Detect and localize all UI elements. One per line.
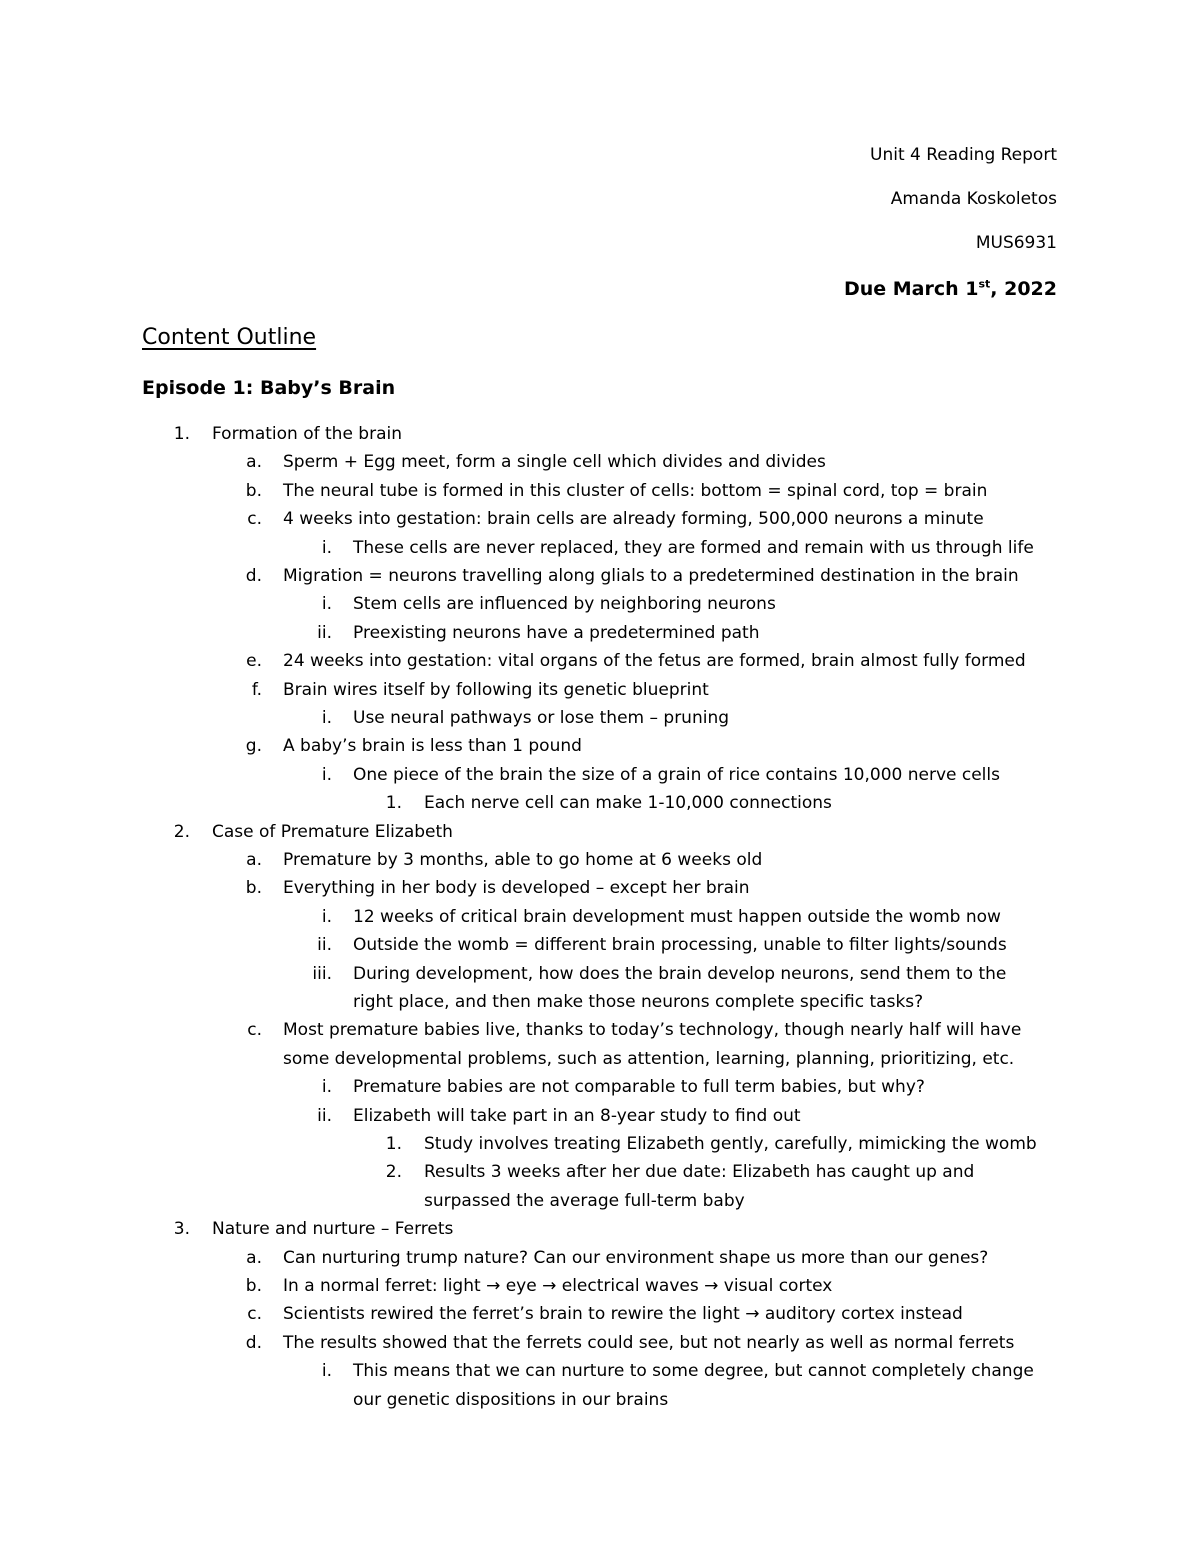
list-text: The results showed that the ferrets could see, but not nearly as well as normal ferrets — [283, 1332, 1015, 1353]
list-text: Study involves treating Elizabeth gently, carefully, mimicking the womb — [424, 1134, 1037, 1154]
list-text: 24 weeks into gestation: vital organs of the fetus are formed, brain almost fully formed — [283, 651, 1026, 672]
list-text: 4 weeks into gestation: brain cells are already forming, 500,000 neurons a minute — [283, 509, 984, 530]
list-text: Everything in her body is developed – except her brain — [283, 878, 750, 899]
list-text: These cells are never replaced, they are formed and remain with us through life — [353, 537, 1034, 558]
list-text: Stem cells are influenced by neighboring neurons — [353, 594, 776, 615]
list-marker: d. — [245, 566, 262, 586]
list-text: Formation of the brain — [212, 424, 402, 444]
list-marker: i. — [321, 1361, 332, 1382]
list-text: Elizabeth will take part in an 8-year study to find out — [353, 1105, 801, 1126]
list-marker: 3. — [173, 1219, 190, 1240]
course-code: MUS6931 — [975, 233, 1057, 253]
list-text: Nature and nurture – Ferrets — [212, 1219, 454, 1240]
list-marker: d. — [245, 1332, 262, 1353]
list-text: some developmental problems, such as attention, learning, planning, prioritizing, etc. — [283, 1048, 1015, 1069]
list-text: Sperm + Egg meet, form a single cell which divides and divides — [283, 452, 826, 473]
list-marker: iii. — [312, 963, 332, 984]
list-text: Most premature babies live, thanks to today’s technology, though nearly half will have — [283, 1020, 1022, 1041]
list-text: Results 3 weeks after her due date: Elizabeth has caught up and — [424, 1162, 975, 1183]
list-marker: ii. — [317, 935, 332, 956]
list-text: Preexisting neurons have a predetermined path — [353, 622, 760, 643]
list-text: Brain wires itself by following its genetic blueprint — [283, 679, 709, 700]
due-date-suffix: , 2022 — [990, 278, 1057, 300]
list-marker: 1. — [385, 1134, 402, 1154]
list-marker: e. — [246, 651, 262, 672]
content-outline-heading: Content Outline — [142, 325, 317, 350]
list-marker: a. — [246, 850, 262, 870]
list-text: During development, how does the brain develop neurons, send them to the — [353, 963, 1007, 984]
list-marker: b. — [245, 480, 262, 501]
due-date-superscript: st — [978, 277, 991, 291]
list-text: Each nerve cell can make 1-10,000 connections — [424, 793, 832, 814]
list-text: surpassed the average full-term baby — [424, 1190, 745, 1211]
list-text: In a normal ferret: light → eye → electrical waves → visual cortex — [283, 1276, 833, 1296]
list-text: Premature babies are not comparable to full term babies, but why? — [353, 1077, 925, 1098]
list-text: The neural tube is formed in this cluster of cells: bottom = spinal cord, top = brain — [283, 480, 988, 501]
list-text: Migration = neurons travelling along glials to a predetermined destination in the brain — [283, 566, 1019, 586]
list-marker: g. — [245, 736, 262, 757]
list-text: One piece of the brain the size of a grain of rice contains 10,000 nerve cells — [353, 764, 1000, 785]
list-marker: a. — [246, 452, 262, 473]
list-marker: i. — [321, 537, 332, 558]
list-marker: i. — [321, 764, 332, 785]
due-date — [844, 277, 1057, 301]
author-name: Amanda Koskoletos — [890, 189, 1057, 209]
list-text: Use neural pathways or lose them – pruning — [353, 708, 730, 728]
list-marker: 1. — [385, 793, 402, 814]
list-marker: i. — [321, 1077, 332, 1098]
list-text: our genetic dispositions in our brains — [353, 1389, 669, 1410]
list-marker: a. — [246, 1247, 262, 1268]
list-marker: c. — [247, 1020, 262, 1041]
list-text: Can nurturing trump nature? Can our environment shape us more than our genes? — [283, 1247, 989, 1268]
list-text: 12 weeks of critical brain development must happen outside the womb now — [353, 906, 1001, 927]
list-marker: b. — [245, 1276, 262, 1296]
episode-heading: Episode 1: Baby’s Brain — [142, 377, 396, 399]
report-title: Unit 4 Reading Report — [870, 145, 1057, 165]
list-text: Scientists rewired the ferret’s brain to rewire the light → auditory cortex instead — [283, 1304, 963, 1325]
list-text: Premature by 3 months, able to go home at 6 weeks old — [283, 850, 763, 870]
list-text: A baby’s brain is less than 1 pound — [283, 736, 582, 757]
list-text: right place, and then make those neurons complete specific tasks? — [353, 992, 924, 1012]
list-text: Outside the womb = different brain processing, unable to filter lights/sounds — [353, 935, 1007, 956]
list-marker: 2. — [385, 1162, 402, 1183]
list-marker: i. — [321, 906, 332, 927]
list-marker: ii. — [317, 622, 332, 643]
list-marker: f. — [251, 679, 262, 700]
list-text: Case of Premature Elizabeth — [212, 821, 453, 842]
list-marker: c. — [247, 509, 262, 530]
list-marker: 1. — [173, 424, 190, 444]
list-marker: b. — [245, 878, 262, 899]
list-marker: i. — [321, 708, 332, 728]
list-marker: i. — [321, 594, 332, 615]
due-date-prefix: Due March 1 — [843, 278, 979, 300]
list-marker: c. — [247, 1304, 262, 1325]
list-marker: 2. — [173, 821, 190, 842]
list-marker: ii. — [317, 1105, 332, 1126]
list-text: This means that we can nurture to some degree, but cannot completely change — [353, 1361, 1034, 1382]
